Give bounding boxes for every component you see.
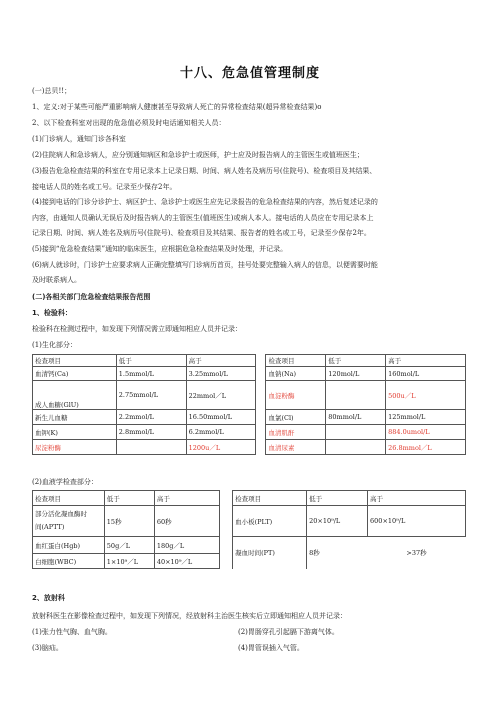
table-cell: 160mol/L: [386, 367, 466, 381]
sec1-line-5: (3)报告危急检查结果的科室在专用记录本上记录日期、时间、病人姓名及病历号(住院号)、检查项目及其结果、: [32, 167, 377, 175]
section1-heading: (一)总贝!!；: [32, 87, 72, 95]
radiology-intro: 放射科医生在影像检查过程中，如发现下列情况，经放射科主治医生核实后立即通知相应人员并记录：: [32, 612, 347, 620]
table-cell: 40×10⁹／L: [154, 554, 219, 569]
header-cell: 高于: [386, 355, 466, 367]
table-cell: 50g／L: [104, 537, 154, 554]
header-cell: 检查项目: [266, 355, 326, 367]
section2-heading: (二)各相关部门危急检查结果报告范围: [32, 293, 151, 301]
aptt-label-line1: 部分活化凝血酶时: [35, 510, 87, 518]
header-cell: 低于: [116, 355, 186, 367]
biochem-table: [32, 354, 466, 455]
table-row: [33, 537, 466, 554]
table-cell: [326, 381, 386, 410]
table-row: [33, 367, 466, 381]
sec1-line-12: 及时联系病人。: [32, 276, 81, 284]
table-cell: 884.0umol/L: [386, 425, 466, 440]
table-cell: 2.75mmol/L: [116, 381, 186, 410]
header-cell: 检查项目: [33, 491, 105, 506]
column-gap: [220, 554, 233, 569]
table-cell: 血钾(K): [33, 425, 117, 440]
radiology-subheading: 2、放射科: [32, 594, 65, 602]
sec1-line-10: (5)接到“危急检查结果”通知的临床医生，应根据危急检查结果及时处理，并记录。: [32, 245, 288, 253]
column-gap: [220, 537, 233, 554]
sec1-line-11: (6)病人就诊时，门诊护士应要求病人正确完整填写门诊病历首页，挂号处要完整输入病人的信息，以便需要时能: [32, 261, 378, 269]
header-cell: 检查项目: [233, 491, 307, 506]
table-cell: 血清肌酐: [266, 425, 326, 440]
table-row: [33, 410, 466, 425]
table-cell: 600×10⁹/L: [368, 506, 466, 537]
table-cell: 20×10⁹/L: [307, 506, 368, 537]
sec1-line-1: 1、定义:对于某些可能严重影响病人健康甚至导致病人死亡的异常检查结果(超异常检查结果)o: [32, 103, 322, 111]
table-cell: 6.2mmol/L: [186, 425, 256, 440]
sec1-line-4: (2)住院病人和急诊病人，应分别通知病区和急诊护士或医师，护士应及时报告病人的主管医生或值班医生；: [32, 151, 364, 159]
sec1-line-8: 内容，由通知人员确认无误后及时报告病人的主管医生(值班医生)或病人本人。接电话的人员应在专用记录本上: [32, 214, 374, 222]
table-header-row: [33, 355, 466, 367]
header-cell: 低于: [326, 355, 386, 367]
rad-item-2: (2)胃肠穿孔引起膈下游离气体。: [238, 628, 339, 636]
table-cell: 血钠(Na): [266, 367, 326, 381]
table-cell: [326, 440, 386, 455]
sec1-line-3: (1)门诊病人，通知门诊各科室: [32, 135, 126, 143]
table-cell: [326, 425, 386, 440]
table-cell: 80mmol/L: [326, 410, 386, 425]
table-cell: 16.50mmol/L: [186, 410, 256, 425]
table-header-row: [33, 491, 466, 506]
column-gap: [256, 367, 266, 381]
header-cell: 高于: [186, 355, 256, 367]
column-gap: [220, 491, 233, 506]
table-cell: 尿淀粉酶: [33, 440, 117, 455]
page-title: 十八、危急值管理制度: [179, 66, 320, 81]
table-cell: 1200u／L: [186, 440, 256, 455]
sec1-line-6: 接电话人员的姓名或工号。记录至少保存2年。: [32, 183, 177, 191]
table-row: [33, 425, 466, 440]
table-cell: 125mmol/L: [386, 410, 466, 425]
table-cell: 26.8mmol／L: [386, 440, 466, 455]
column-gap: [256, 410, 266, 425]
table-row: [33, 440, 466, 455]
header-cell: 检查项目: [33, 355, 117, 367]
column-gap: [256, 440, 266, 455]
column-gap: [256, 355, 266, 367]
table-cell: 180g／L: [154, 537, 219, 554]
heme-label: (2)血液学检查部分：: [32, 478, 98, 486]
table-cell: 血清钙(Ca): [33, 367, 117, 381]
header-cell: 低于: [104, 491, 154, 506]
table-cell: 血淀粉酶: [266, 381, 326, 410]
rad-item-4: (4)胃管误插入气管。: [238, 644, 304, 652]
table-cell: 3.25mmol/L: [186, 367, 256, 381]
table-cell: 血小板(PLT): [233, 506, 307, 537]
table-cell: >37秒: [406, 549, 427, 558]
table-cell: 2.8mmol/L: [116, 425, 186, 440]
header-cell: 高于: [368, 491, 466, 506]
sec1-line-9: 记录日期、时间、病人姓名及病历号(住院号)、检查项目及其结果、报告者的姓名或工号，记录至少保存2年。: [32, 229, 371, 237]
sec1-line-7: (4)接到电话的门诊分诊护士、病区护士、急诊护士或医生应先记录报告的危急检查结果的内容，然后复述记录的: [32, 198, 378, 206]
table-cell: 血氯(Cl): [266, 410, 326, 425]
lab-intro: 检验科在检测过程中，如发现下列情况需立即通知相应人员并记录：: [32, 325, 242, 333]
table-cell: 8秒: [309, 549, 320, 558]
sec1-line-2: 2、以下检查科室对出现的危急值必须及时电话通知相关人员：: [32, 119, 226, 127]
table-cell: 1.5mmol/L: [116, 367, 186, 381]
table-cell: [116, 440, 186, 455]
table-cell: 凝血时间(PT): [233, 537, 307, 569]
table-row: [33, 506, 466, 537]
table-cell: 15秒: [104, 506, 154, 537]
header-cell: 高于: [154, 491, 219, 506]
bio-label: (1)生化部分：: [32, 341, 77, 349]
table-cell: 500u／L: [386, 381, 466, 410]
table-cell: 白细胞(WBC): [33, 554, 105, 569]
column-gap: [256, 425, 266, 440]
table-cell: 1×10⁹／L: [104, 554, 154, 569]
column-gap: [256, 381, 266, 410]
hematology-table: [32, 490, 466, 569]
header-cell: 低于: [307, 491, 368, 506]
lab-subheading: 1、检验科：: [32, 309, 72, 317]
table-cell: 2.2mmol/L: [116, 410, 186, 425]
rad-item-3: (3)脑疝。: [32, 644, 63, 652]
table-cell: 血红蛋白(Hgb): [33, 537, 105, 554]
rad-item-1: (1)张力性气胸、血气胸。: [32, 628, 112, 636]
table-row: [33, 381, 466, 410]
table-cell: 22mmol／L: [186, 381, 256, 410]
table-cell: 血清尿素: [266, 440, 326, 455]
table-cell: 新生儿血糖: [33, 410, 117, 425]
table-cell: 60秒: [154, 506, 219, 537]
table-cell: 120mol/L: [326, 367, 386, 381]
table-cell: 成人血糖(GlU): [33, 381, 117, 410]
aptt-label-line2: 间(APTT): [35, 523, 65, 531]
table-cell: [33, 506, 105, 537]
column-gap: [220, 506, 233, 537]
